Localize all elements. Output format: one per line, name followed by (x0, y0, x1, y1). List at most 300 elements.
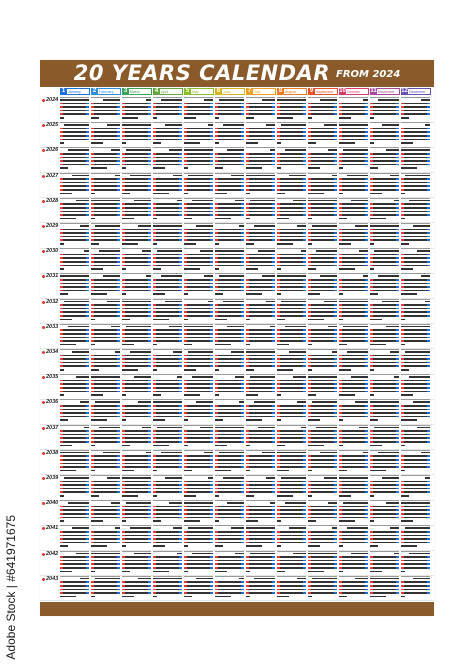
saturday-marker (427, 484, 430, 486)
saturday-marker (365, 311, 368, 313)
saturday-marker (303, 131, 306, 133)
sunday-marker (153, 466, 156, 468)
weekday-header (215, 147, 244, 148)
week-line (91, 265, 120, 267)
sunday-marker (370, 358, 373, 360)
sunday-marker (60, 416, 63, 418)
week-line (184, 506, 213, 508)
week-line (246, 394, 258, 396)
sunday-marker (339, 383, 342, 385)
weekday-header (277, 223, 306, 224)
week-line (72, 175, 89, 177)
week-line (401, 193, 405, 195)
week-line (277, 391, 306, 393)
week-line (370, 311, 399, 313)
week-line (289, 175, 306, 177)
sunday-marker (184, 128, 187, 130)
week-line (246, 470, 250, 472)
weekday-header (246, 324, 275, 325)
saturday-marker (365, 405, 368, 407)
saturday-marker (334, 459, 337, 461)
saturday-marker (396, 329, 399, 331)
saturday-marker (148, 254, 151, 256)
week-line (177, 376, 182, 378)
week-line (215, 538, 244, 540)
sunday-marker (370, 283, 373, 285)
month-grid (91, 374, 120, 397)
sunday-marker (122, 178, 125, 180)
week-line (215, 254, 244, 256)
month-grid (370, 551, 399, 574)
week-line (215, 556, 244, 558)
week-line (370, 203, 399, 205)
sunday-marker (215, 139, 218, 141)
week-line (60, 545, 68, 547)
saturday-marker (427, 311, 430, 313)
saturday-marker (210, 437, 213, 439)
week-line (277, 304, 306, 306)
sunday-marker (370, 538, 373, 540)
sunday-marker (153, 311, 156, 313)
saturday-marker (241, 488, 244, 490)
sunday-marker (370, 466, 373, 468)
week-line (339, 286, 368, 288)
sunday-marker (401, 513, 404, 515)
sunday-marker (184, 106, 187, 108)
saturday-marker (303, 315, 306, 317)
weekday-header (215, 273, 244, 274)
month-grid (60, 500, 89, 523)
week-line (184, 333, 213, 335)
sunday-marker (184, 430, 187, 432)
week-line (370, 463, 399, 465)
week-line (91, 243, 99, 245)
sunday-marker (91, 340, 94, 342)
week-line (266, 477, 275, 479)
week-line (122, 369, 138, 371)
week-line (239, 401, 244, 403)
week-line (401, 218, 405, 220)
week-line (277, 254, 306, 256)
saturday-marker (427, 131, 430, 133)
month-grid (153, 525, 182, 548)
sunday-marker (60, 254, 63, 256)
sunday-marker (339, 513, 342, 515)
month-grid (184, 198, 213, 221)
sunday-marker (60, 189, 63, 191)
saturday-marker (241, 214, 244, 216)
saturday-marker (179, 592, 182, 594)
sunday-marker (215, 491, 218, 493)
saturday-marker (179, 211, 182, 213)
week-line (246, 175, 275, 177)
saturday-marker (86, 592, 89, 594)
saturday-marker (117, 358, 120, 360)
week-line (215, 106, 244, 108)
saturday-marker (365, 441, 368, 443)
week-line (122, 301, 151, 303)
week-line (394, 553, 399, 555)
sunday-marker (215, 131, 218, 133)
sunday-marker (184, 567, 187, 569)
week-line (60, 535, 89, 537)
saturday-marker (396, 333, 399, 335)
week-line (60, 589, 89, 591)
saturday-marker (272, 412, 275, 414)
sunday-marker (91, 333, 94, 335)
week-line (126, 149, 151, 151)
week-line (277, 153, 306, 155)
saturday-marker (334, 380, 337, 382)
week-line (215, 596, 231, 598)
weekday-header (339, 122, 368, 123)
week-line (184, 131, 213, 133)
week-line (246, 387, 275, 389)
sunday-marker (122, 265, 125, 267)
sunday-marker (401, 434, 404, 436)
week-line (370, 139, 399, 141)
week-line (401, 535, 430, 537)
sunday-marker (122, 416, 125, 418)
saturday-marker (86, 290, 89, 292)
week-line (246, 128, 275, 130)
sunday-marker (60, 340, 63, 342)
saturday-marker (365, 560, 368, 562)
week-line (91, 441, 120, 443)
sunday-marker (153, 333, 156, 335)
week-line (281, 301, 306, 303)
saturday-marker (179, 383, 182, 385)
week-line (60, 463, 89, 465)
saturday-marker (148, 535, 151, 537)
week-line (339, 117, 351, 119)
saturday-marker (396, 304, 399, 306)
week-line (277, 315, 306, 317)
sunday-marker (122, 509, 125, 511)
weekday-header (215, 399, 244, 400)
week-line (339, 358, 368, 360)
saturday-marker (117, 229, 120, 231)
saturday-marker (303, 135, 306, 137)
week-line (122, 229, 151, 231)
year-row (40, 247, 434, 274)
saturday-marker (272, 315, 275, 317)
sunday-marker (153, 182, 156, 184)
week-line (122, 113, 151, 115)
month-grid (246, 349, 275, 372)
saturday-marker (427, 581, 430, 583)
sunday-marker (308, 257, 311, 259)
saturday-marker (365, 308, 368, 310)
sunday-marker (308, 459, 311, 461)
month-grid (184, 324, 213, 347)
saturday-marker (241, 441, 244, 443)
week-line (122, 571, 130, 573)
week-line (122, 391, 151, 393)
saturday-marker (303, 437, 306, 439)
sunday-marker (401, 567, 404, 569)
sunday-marker (153, 211, 156, 213)
weekday-header (401, 525, 430, 526)
week-line (184, 445, 188, 447)
saturday-marker (117, 232, 120, 234)
saturday-marker (427, 239, 430, 241)
month-grid (339, 223, 368, 246)
saturday-marker (210, 211, 213, 213)
saturday-marker (117, 239, 120, 241)
weekday-header (370, 147, 399, 148)
week-line (401, 153, 430, 155)
sunday-marker (153, 358, 156, 360)
week-line (355, 578, 368, 580)
year-number: 2027 (46, 172, 59, 179)
week-line (60, 293, 68, 295)
saturday-marker (396, 128, 399, 130)
saturday-marker (241, 160, 244, 162)
weekday-header (277, 248, 306, 249)
saturday-marker (334, 265, 337, 267)
saturday-marker (148, 592, 151, 594)
week-line (308, 488, 337, 490)
week-line (401, 517, 430, 519)
week-line (246, 279, 275, 281)
sunday-marker (401, 232, 404, 234)
sunday-marker (370, 585, 373, 587)
weekday-header (184, 324, 213, 325)
week-line (308, 416, 337, 418)
saturday-marker (117, 481, 120, 483)
saturday-marker (272, 283, 275, 285)
saturday-marker (117, 589, 120, 591)
week-line (308, 117, 312, 119)
saturday-marker (86, 513, 89, 515)
week-line (215, 563, 244, 565)
week-line (401, 337, 430, 339)
week-line (246, 509, 275, 511)
saturday-marker (334, 585, 337, 587)
saturday-marker (210, 585, 213, 587)
month-grid (122, 299, 151, 322)
week-line (184, 416, 213, 418)
week-line (277, 257, 306, 259)
saturday-marker (179, 110, 182, 112)
saturday-marker (334, 103, 337, 105)
weekday-header (122, 299, 151, 300)
weekday-header (91, 551, 120, 552)
month-grid (339, 399, 368, 422)
saturday-marker (117, 405, 120, 407)
saturday-marker (334, 229, 337, 231)
week-line (401, 592, 430, 594)
week-line (246, 106, 275, 108)
sunday-marker (339, 131, 342, 133)
sunday-marker (401, 128, 404, 130)
saturday-marker (272, 455, 275, 457)
saturday-marker (303, 362, 306, 364)
saturday-marker (396, 362, 399, 364)
week-line (308, 589, 337, 591)
weekday-header (184, 122, 213, 123)
week-line (60, 106, 89, 108)
saturday-marker (334, 560, 337, 562)
weekday-header (91, 425, 120, 426)
sunday-marker (153, 383, 156, 385)
week-line (68, 326, 89, 328)
sunday-marker (153, 110, 156, 112)
sunday-marker (184, 203, 187, 205)
week-line (122, 362, 151, 364)
week-line (277, 484, 306, 486)
sunday-marker (122, 106, 125, 108)
month-name: December (408, 88, 431, 95)
week-line (370, 405, 399, 407)
week-line (246, 531, 275, 533)
week-line (277, 542, 306, 544)
week-line (401, 214, 430, 216)
sunday-marker (60, 365, 63, 367)
sunday-marker (277, 178, 280, 180)
week-line (235, 200, 244, 202)
week-line (370, 538, 399, 540)
saturday-marker (86, 481, 89, 483)
weekday-header (277, 349, 306, 350)
sunday-marker (122, 441, 125, 443)
sunday-marker (246, 358, 249, 360)
week-line (277, 283, 306, 285)
week-line (339, 405, 368, 407)
weekday-header (91, 500, 120, 501)
week-line (339, 319, 343, 321)
saturday-marker (303, 337, 306, 339)
saturday-marker (334, 387, 337, 389)
saturday-marker (148, 131, 151, 133)
saturday-marker (86, 581, 89, 583)
month-grid (60, 374, 89, 397)
week-line (184, 355, 213, 357)
year-number: 2043 (46, 575, 59, 582)
sunday-marker (339, 340, 342, 342)
week-line (122, 434, 151, 436)
saturday-marker (210, 387, 213, 389)
week-line (215, 488, 244, 490)
weekday-header (91, 576, 120, 577)
saturday-marker (396, 214, 399, 216)
sunday-marker (91, 560, 94, 562)
month-grid (308, 374, 337, 397)
sunday-marker (401, 283, 404, 285)
weekday-header (215, 248, 244, 249)
saturday-marker (365, 135, 368, 137)
week-line (277, 365, 306, 367)
saturday-marker (210, 484, 213, 486)
week-line (401, 265, 430, 267)
saturday-marker (334, 355, 337, 357)
sunday-marker (246, 383, 249, 385)
week-line (308, 430, 337, 432)
sunday-marker (184, 113, 187, 115)
month-grid (60, 198, 89, 221)
week-line (122, 463, 151, 465)
week-line (246, 110, 275, 112)
week-line (91, 567, 120, 569)
week-line (246, 542, 275, 544)
week-line (413, 401, 430, 403)
sunday-marker (308, 207, 311, 209)
sunday-marker (60, 556, 63, 558)
sunday-marker (308, 441, 311, 443)
weekday-header (215, 500, 244, 501)
weekday-header (401, 551, 430, 552)
week-line (173, 175, 182, 177)
week-line (308, 455, 337, 457)
sunday-marker (153, 581, 156, 583)
week-line (254, 225, 275, 227)
week-line (308, 365, 337, 367)
week-line (246, 513, 275, 515)
weekday-header (215, 576, 244, 577)
saturday-marker (303, 581, 306, 583)
week-line (246, 434, 275, 436)
sunday-marker (91, 509, 94, 511)
saturday-marker (334, 185, 337, 187)
sunday-marker (339, 254, 342, 256)
weekday-header (60, 374, 89, 375)
week-line (246, 567, 275, 569)
week-line (153, 265, 182, 267)
saturday-marker (86, 441, 89, 443)
saturday-marker (334, 160, 337, 162)
sunday-marker (339, 358, 342, 360)
week-line (308, 329, 337, 331)
year-row (40, 323, 434, 350)
saturday-marker (86, 337, 89, 339)
sunday-marker (308, 189, 311, 191)
week-line (374, 427, 399, 429)
week-line (339, 110, 368, 112)
week-line (277, 293, 281, 295)
saturday-marker (396, 437, 399, 439)
saturday-marker (427, 279, 430, 281)
saturday-marker (148, 189, 151, 191)
sunday-marker (91, 311, 94, 313)
sunday-marker (339, 236, 342, 238)
weekday-header (401, 374, 430, 375)
weekday-header (153, 399, 182, 400)
month-grid (91, 299, 120, 322)
month-grid (401, 273, 430, 296)
week-line (184, 211, 213, 213)
weekday-header (91, 450, 120, 451)
sunday-marker (401, 337, 404, 339)
saturday-marker (272, 103, 275, 105)
week-line (60, 153, 89, 155)
week-line (91, 560, 120, 562)
week-line (386, 326, 399, 328)
saturday-marker (241, 265, 244, 267)
week-line (277, 481, 306, 483)
sunday-marker (60, 265, 63, 267)
week-line (153, 380, 182, 382)
sunday-marker (308, 279, 311, 281)
week-line (401, 416, 430, 418)
sunday-marker (153, 135, 156, 137)
week-line (184, 563, 213, 565)
week-line (293, 553, 306, 555)
week-line (91, 455, 120, 457)
week-line (339, 236, 368, 238)
saturday-marker (86, 185, 89, 187)
saturday-marker (210, 157, 213, 159)
